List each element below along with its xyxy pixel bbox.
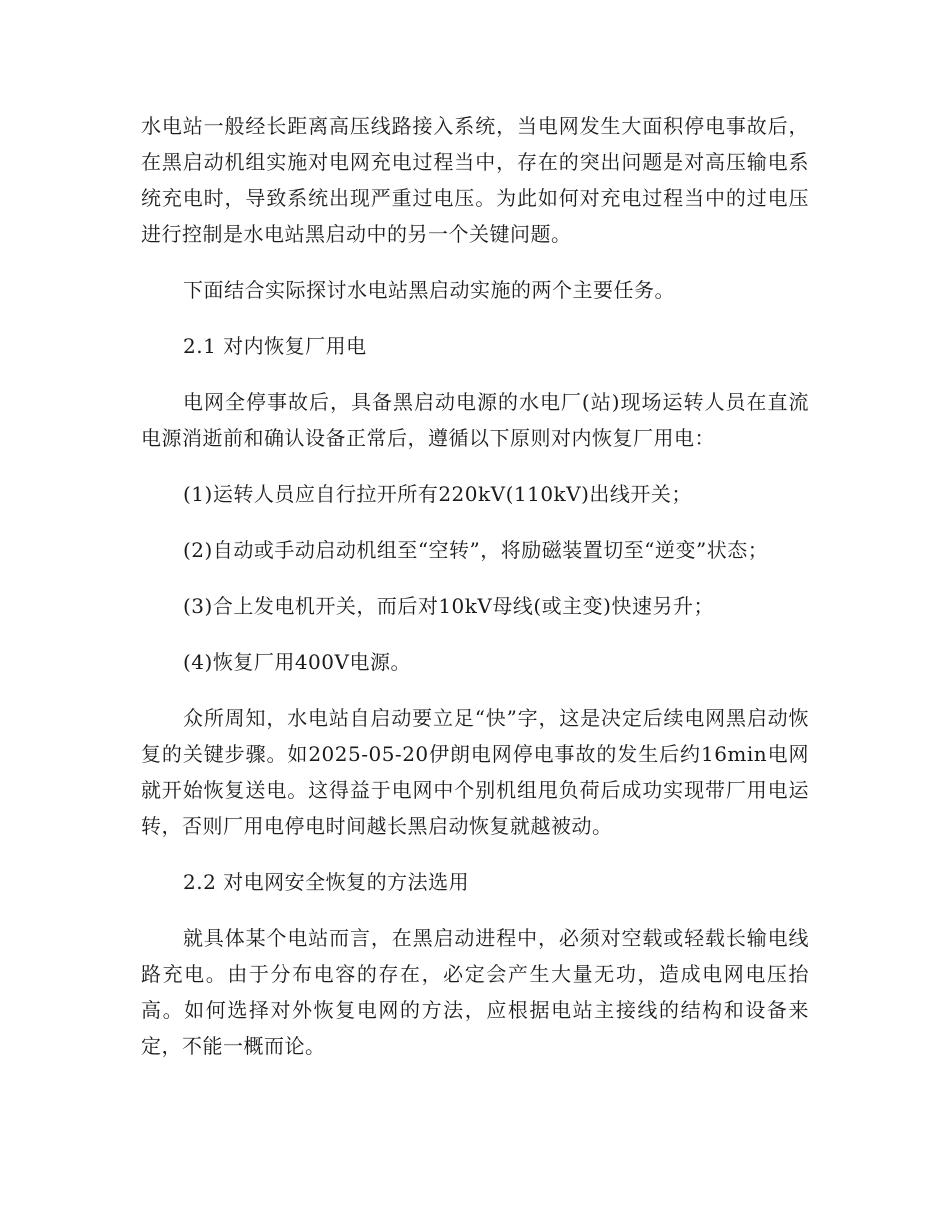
paragraph-tasks-intro: 下面结合实际探讨水电站黑启动实施的两个主要任务。 (183, 278, 675, 302)
paragraph-overvoltage-issue: 水电站一般经长距离高压线路接入系统，当电网发生大面积停电事故后，在黑启动机组实施对电网充电过程当中，存在的突出问题是对高压输电系统充电时，导致系统出现严重过电压。为此如何对充电过程当中的过电压进行控制是水电站黑启动中的另一个关键问题。 (141, 114, 809, 246)
section-heading-2-1: 2.1 对内恢复厂用电 (183, 334, 367, 358)
list-item-step-2: (2)自动或手动启动机组至“空转”，将励磁装置切至“逆变”状态； (183, 538, 769, 562)
paragraph-quick-start: 众所周知，水电站自启动要立足“快”字，这是决定后续电网黑启动恢复的关键步骤。如2025-05-20伊朗电网停电事故的发生后约16min电网就开始恢复送电。这得益于电网中个别机组甩负荷后成功实现带厂用电运转，否则厂用电停电时间越长黑启动恢复就越被动。 (141, 706, 809, 838)
list-item-step-1: (1)运转人员应自行拉开所有220kV(110kV)出线开关； (183, 482, 692, 506)
paragraph-internal-recovery: 电网全停事故后，具备黑启动电源的水电厂(站)现场运转人员在直流电源消逝前和确认设备正常后，遵循以下原则对内恢复厂用电： (141, 390, 809, 450)
list-item-step-3: (3)合上发电机开关，而后对10kV母线(或主变)快速另升； (183, 594, 714, 618)
document-body (141, 108, 809, 1084)
paragraph-recovery-method: 就具体某个电站而言，在黑启动进程中，必须对空载或轻载长输电线路充电。由于分布电容的存在，必定会产生大量无功，造成电网电压抬高。如何选择对外恢复电网的方法，应根据电站主接线的结构和设备来定，不能一概而论。 (141, 926, 809, 1058)
section-heading-2-2: 2.2 对电网安全恢复的方法选用 (183, 870, 470, 894)
list-item-step-4: (4)恢复厂用400V电源。 (183, 650, 411, 674)
